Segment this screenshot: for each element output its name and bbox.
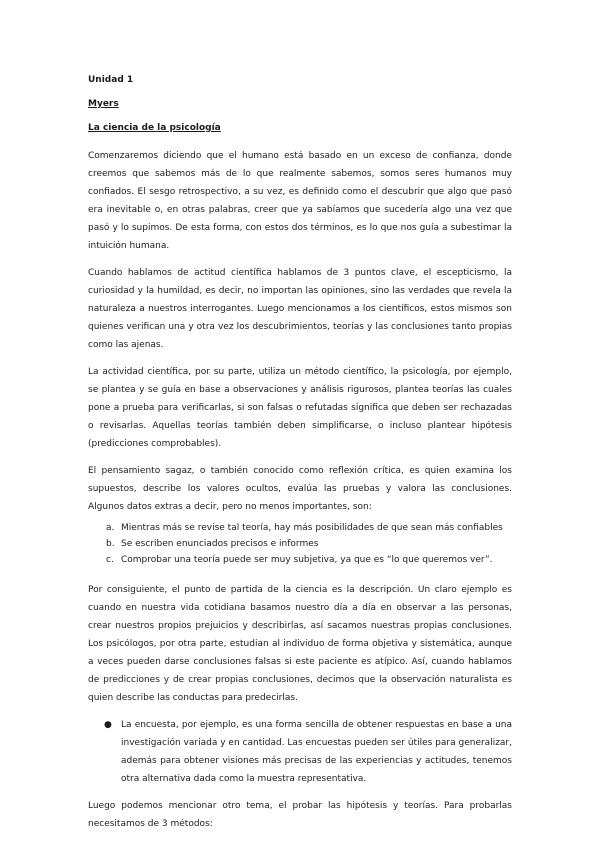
list-item-text: Mientras más se revise tal teoría, hay más posibilidades de que sean más confiables	[121, 523, 503, 533]
list-item	[88, 552, 512, 568]
list-item	[88, 536, 512, 552]
list-item-text: Comprobar una teoría puede ser muy subjetiva, ya que es “lo que queremos ver”.	[121, 555, 493, 565]
bullet-list	[88, 716, 512, 788]
paragraph-scientific-attitude: Cuando hablamos de actitud científica hablamos de 3 puntos clave, el escepticismo, la curiosidad y la humildad, es decir, no importan las opiniones, sino las verdades que revela la naturaleza a nuestros interrogantes. Luego mencionamos a los científicos, estos mismos son quienes verifican una y otra vez los descubrimientos, teorías y las conclusiones tanto propias como las ajenas.	[88, 268, 512, 350]
bullet-icon: ●	[104, 720, 112, 730]
list-item-text: La encuesta, por ejemplo, es una forma sencilla de obtener respuestas en base a una investigación variada y en cantidad. Las encuestas pueden ser útiles para generalizar, además para obtener visiones más precisas de las experiencias y actitudes, tenemos otra alternativa dada como la muestra representativa.	[121, 720, 512, 784]
paragraph-critical-thinking: El pensamiento sagaz, o también conocido como reflexión crítica, es quien examina los supuestos, describe los valores ocultos, evalúa las pruebas y valora las conclusiones. Algunos datos extras a decir, pero no menos importantes, son:	[88, 466, 512, 512]
section-title: La ciencia de la psicología	[88, 123, 221, 133]
author-heading: Myers	[88, 99, 119, 109]
list-marker: b.	[106, 539, 115, 549]
paragraph-hypothesis: Luego podemos mencionar otro tema, el probar las hipótesis y teorías. Para probarlas necesitamos de 3 métodos:	[88, 801, 512, 829]
alpha-list	[88, 520, 512, 568]
list-item	[88, 716, 512, 788]
list-item-text: Se escriben enunciados precisos e informes	[121, 539, 319, 549]
list-marker: c.	[106, 555, 114, 565]
paragraph-overconfidence: Comenzaremos diciendo que el humano está basado en un exceso de confianza, donde creemos que sabemos más de lo que realmente sabemos, somos seres humanos muy confiados. El sesgo retrospectivo, a su vez, es definido como el descubrir que algo que pasó era inevitable o, en otras palabras, creer que ya sabíamos que sucedería algo una vez que pasó y lo supimos. De esta forma, con estos dos términos, es lo que nos guía a subestimar la intuición humana.	[88, 151, 512, 251]
list-item	[88, 520, 512, 536]
paragraph-description: Por consiguiente, el punto de partida de la ciencia es la descripción. Un claro ejemplo es cuando en nuestra vida cotidiana basamos nuestro día a día en observar a las personas, crear nuestros propios prejuicios y describirlas, así sacamos nuestras propias conclusiones. Los psicólogos, por otra parte, estudian al individuo de forma objetiva y sistemática, aunque a veces pueden darse conclusiones falsas si este paciente es atípico. Así, cuando hablamos de predicciones y de crear propias conclusiones, decimos que la observación naturalista es quien describe las conductas para predecirlas.	[88, 585, 512, 703]
paragraph-scientific-method: La actividad científica, por su parte, utiliza un método científico, la psicología, por ejemplo, se plantea y se guía en base a observaciones y análisis rigurosos, plantea teorías las cuales pone a prueba para verificarlas, si son falsas o refutadas significa que deben ser rechazadas o revisarlas. Aquellas teorías también deben simplificarse, o incluso plantear hipótesis (predicciones comprobables).	[88, 367, 512, 449]
list-marker: a.	[106, 523, 115, 533]
unit-heading: Unidad 1	[88, 75, 134, 85]
